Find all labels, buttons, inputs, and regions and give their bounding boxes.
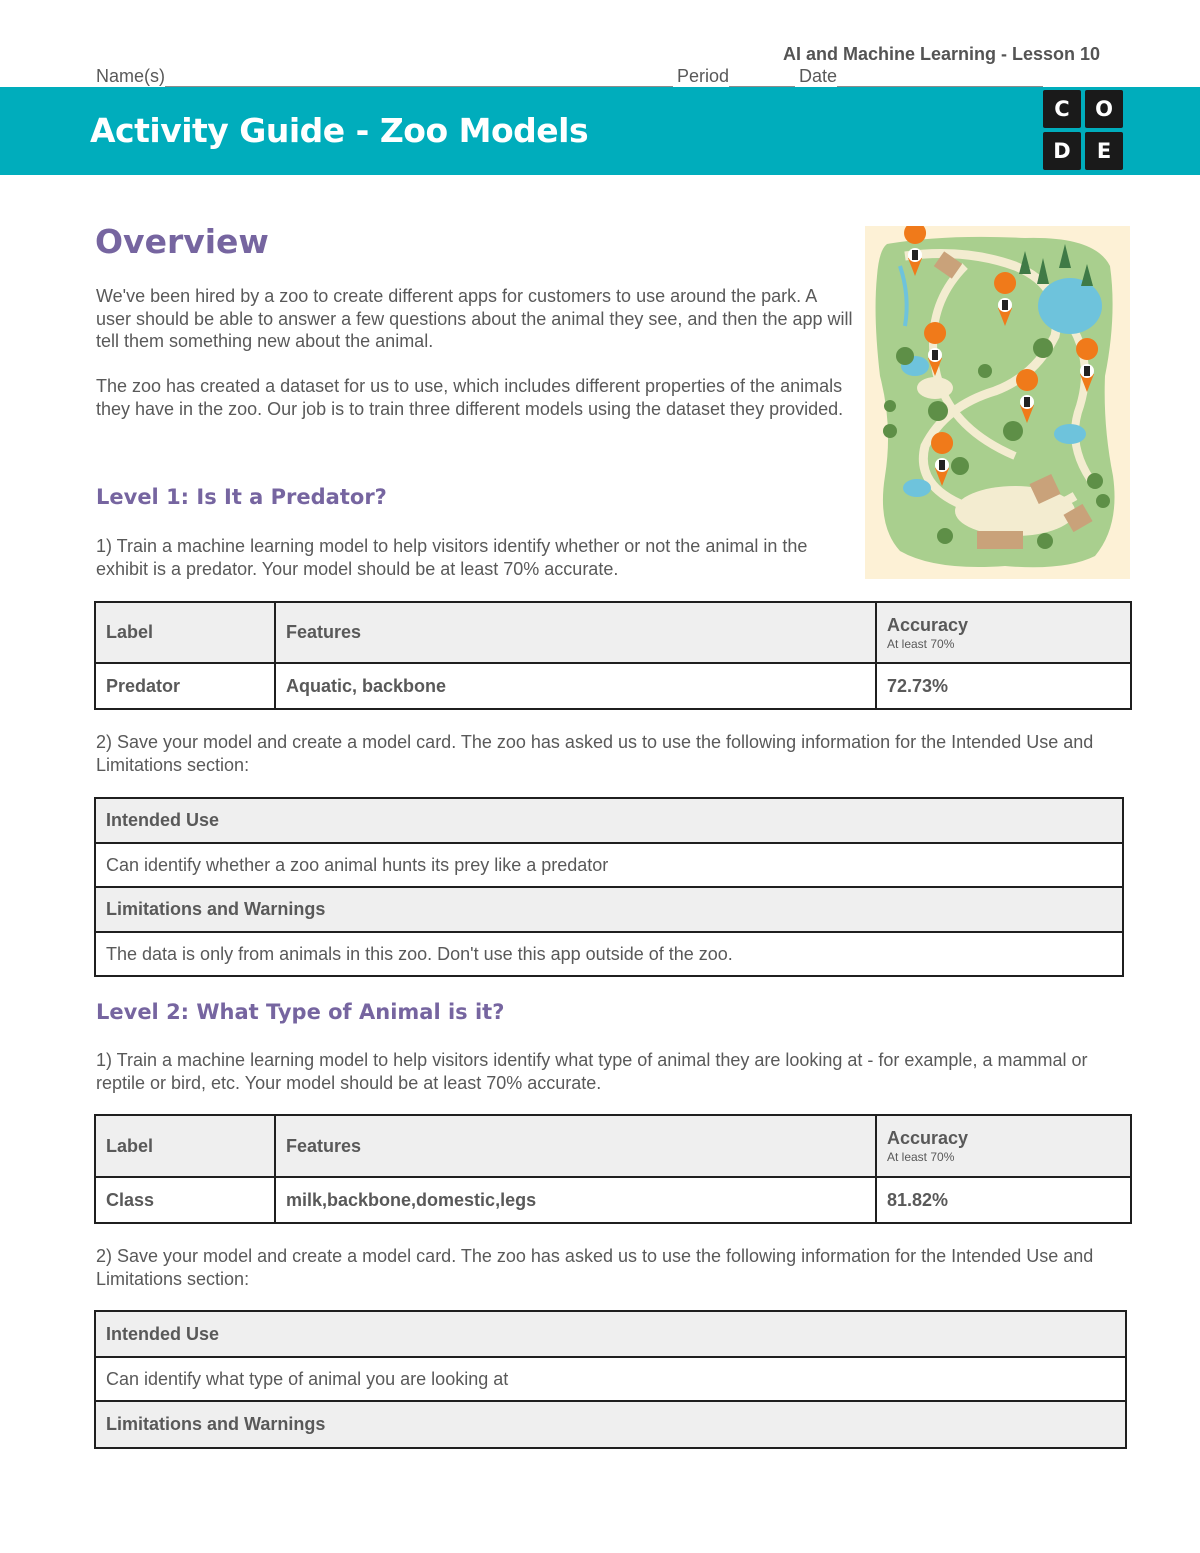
card-row (95, 1357, 1126, 1401)
name-line (165, 67, 673, 87)
label-value: Predator (106, 675, 181, 696)
card-header-row (95, 887, 1123, 932)
accuracy-value: 72.73% (887, 675, 949, 696)
level-2-heading: Level 2: What Type of Animal is it? (96, 1000, 505, 1024)
label-header: Label (106, 1135, 154, 1156)
accuracy-header: Accuracy (887, 1128, 969, 1148)
intended-use-text: Can identify whether a zoo animal hunts its prey like a predator (95, 843, 1123, 887)
code-logo (1043, 90, 1125, 172)
accuracy-value: 81.82% (887, 1189, 949, 1210)
name-label: Name(s) (96, 66, 166, 86)
level-1-heading: Level 1: Is It a Predator? (96, 485, 387, 509)
level-2-model-table (94, 1114, 1132, 1224)
accuracy-subheader: At least 70% (887, 1150, 955, 1164)
date-label: Date (799, 66, 838, 86)
name-period-date-fields (96, 66, 1047, 87)
logo-letter: C (1043, 90, 1081, 128)
card-header-row (95, 798, 1123, 843)
card-row (95, 932, 1123, 976)
card-header-row (95, 1311, 1126, 1357)
accuracy-subheader: At least 70% (887, 636, 955, 651)
table-row (95, 1177, 1131, 1223)
level-2-step-1: 1) Train a machine learning model to help visitors identify what type of animal they are looking at - for example, a mammal or reptile or bird, etc. Your model should be at least 70% accurate. (96, 1050, 1088, 1093)
logo-letter: O (1085, 90, 1123, 128)
level-1-step-2: 2) Save your model and create a model card. The zoo has asked us to use the following information for the Intended Use and Limitations section: (96, 732, 1094, 775)
period-line (729, 67, 795, 87)
label-header: Label (106, 622, 154, 642)
overview-heading: Overview (95, 222, 269, 261)
table-row (95, 663, 1131, 709)
level-1-model-card (94, 797, 1124, 977)
features-value: milk,backbone,domestic,legs (286, 1189, 537, 1210)
level-1-model-table (94, 601, 1132, 710)
zoo-map-icon (865, 226, 1130, 579)
card-header-row (95, 1401, 1126, 1448)
table-header-row (95, 602, 1131, 663)
accuracy-header: Accuracy (887, 614, 969, 635)
period-label: Period (677, 66, 730, 86)
lesson-label: AI and Machine Learning - Lesson 10 (783, 44, 1101, 64)
logo-letter: D (1043, 132, 1081, 170)
label-value: Class (106, 1189, 155, 1210)
intended-use-heading: Intended Use (95, 798, 1123, 843)
title-banner (0, 87, 1200, 175)
overview-paragraph-1: We've been hired by a zoo to create different apps for customers to use around the park. A user should be able to answer a few questions about the animal they see, and then the app will tell them something new about the animal. (96, 286, 853, 351)
intended-use-text: Can identify what type of animal you are looking at (95, 1357, 1126, 1401)
features-header: Features (286, 622, 362, 642)
limitations-heading: Limitations and Warnings (95, 887, 1123, 932)
card-row (95, 843, 1123, 887)
level-1-step-1: 1) Train a machine learning model to help visitors identify whether or not the animal in the exhibit is a predator. Your model should be at least 70% accurate. (96, 536, 808, 579)
features-header: Features (286, 1135, 362, 1156)
zoo-map-illustration (865, 226, 1130, 579)
overview-paragraph-2: The zoo has created a dataset for us to use, which includes different properties of the animals they have in the zoo. Our job is to train three different models using the dataset they provided. (96, 376, 844, 419)
limitations-text: The data is only from animals in this zoo. Don't use this app outside of the zoo. (95, 932, 1123, 976)
date-line (837, 67, 1043, 87)
level-2-step-2: 2) Save your model and create a model card. The zoo has asked us to use the following information for the Intended Use and Limitations section: (96, 1246, 1094, 1289)
page-title: Activity Guide - Zoo Models (90, 111, 589, 150)
logo-letter: E (1085, 132, 1123, 170)
features-value: Aquatic, backbone (286, 675, 447, 696)
level-2-model-card (94, 1310, 1127, 1449)
table-header-row (95, 1115, 1131, 1177)
limitations-heading: Limitations and Warnings (95, 1401, 1126, 1448)
intended-use-heading: Intended Use (95, 1311, 1126, 1357)
